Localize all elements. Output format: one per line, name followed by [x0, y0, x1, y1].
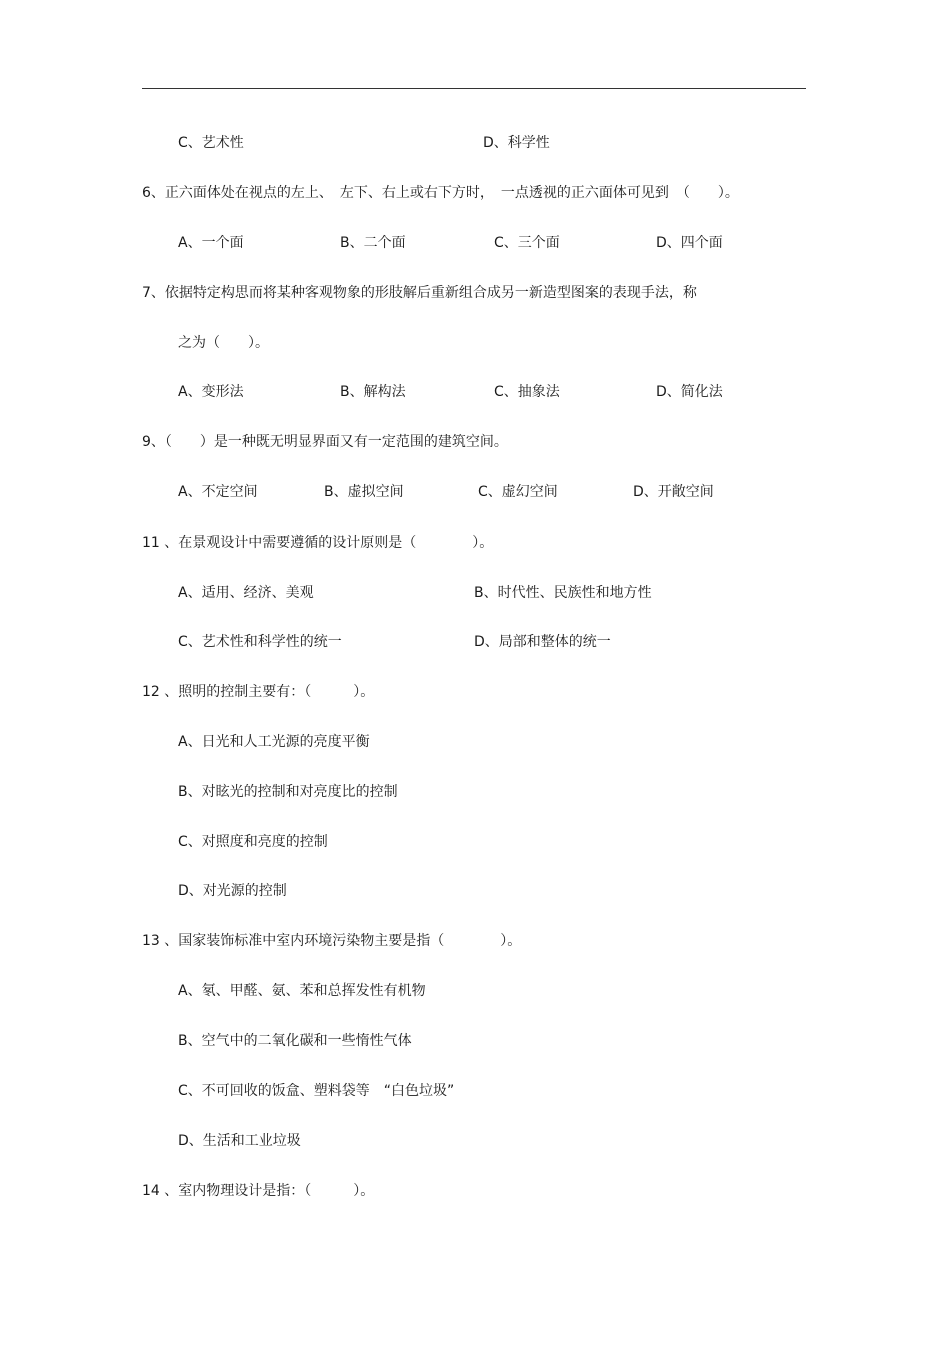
- q12-option-a: A、日光和人工光源的亮度平衡: [178, 734, 370, 750]
- q6-option-b: B、二个面: [340, 235, 406, 251]
- q7-option-d: D、简化法: [656, 384, 723, 400]
- q11-option-c: C、艺术性和科学性的统一: [178, 634, 342, 650]
- q12-question-text: 12 、照明的控制主要有：（ ）。: [142, 684, 375, 700]
- q14-question-text: 14 、室内物理设计是指：（ ）。: [142, 1183, 375, 1199]
- q13-option-a: A、氡、甲醛、氨、苯和总挥发性有机物: [178, 983, 426, 999]
- q11-option-b: B、时代性、民族性和地方性: [474, 585, 652, 601]
- q7-option-c: C、抽象法: [494, 384, 560, 400]
- q6-option-a: A、一个面: [178, 235, 244, 251]
- q9-option-b: B、虚拟空间: [324, 484, 404, 500]
- q12-option-b: B、对眩光的控制和对亮度比的控制: [178, 784, 398, 800]
- q13-option-b: B、空气中的二氧化碳和一些惰性气体: [178, 1033, 412, 1049]
- q11-option-a: A、适用、经济、美观: [178, 585, 314, 601]
- q6-option-c: C、三个面: [494, 235, 560, 251]
- q12-option-d: D、对光源的控制: [178, 883, 287, 899]
- q6-question-text: 6、正六面体处在视点的左上、 左下、右上或右下方时， 一点透视的正六面体可见到 （ ）。: [142, 185, 739, 201]
- q7-option-a: A、变形法: [178, 384, 244, 400]
- q5-option-c: C、艺术性: [178, 135, 244, 151]
- q9-question-text: 9、（ ）是一种既无明显界面又有一定范围的建筑空间。: [142, 434, 508, 450]
- header-rule: [142, 88, 806, 89]
- q13-option-d: D、生活和工业垃圾: [178, 1133, 301, 1149]
- q7-question-text-cont: 之为（ ）。: [178, 335, 269, 351]
- q13-option-c: C、不可回收的饭盒、塑料袋等 “白色垃圾”: [178, 1083, 455, 1099]
- q5-option-d: D、科学性: [483, 135, 550, 151]
- q11-option-d: D、局部和整体的统一: [474, 634, 611, 650]
- q9-option-d: D、开敞空间: [633, 484, 714, 500]
- q7-option-b: B、解构法: [340, 384, 406, 400]
- q9-option-a: A、不定空间: [178, 484, 258, 500]
- q9-option-c: C、虚幻空间: [478, 484, 558, 500]
- q13-question-text: 13 、国家装饰标准中室内环境污染物主要是指（ ）。: [142, 933, 522, 949]
- q7-question-text: 7、依据特定构思而将某种客观物象的形肢解后重新组合成另一新造型图案的表现手法，称: [142, 285, 697, 301]
- q6-option-d: D、四个面: [656, 235, 723, 251]
- q12-option-c: C、对照度和亮度的控制: [178, 834, 328, 850]
- q11-question-text: 11 、在景观设计中需要遵循的设计原则是（ ）。: [142, 535, 494, 551]
